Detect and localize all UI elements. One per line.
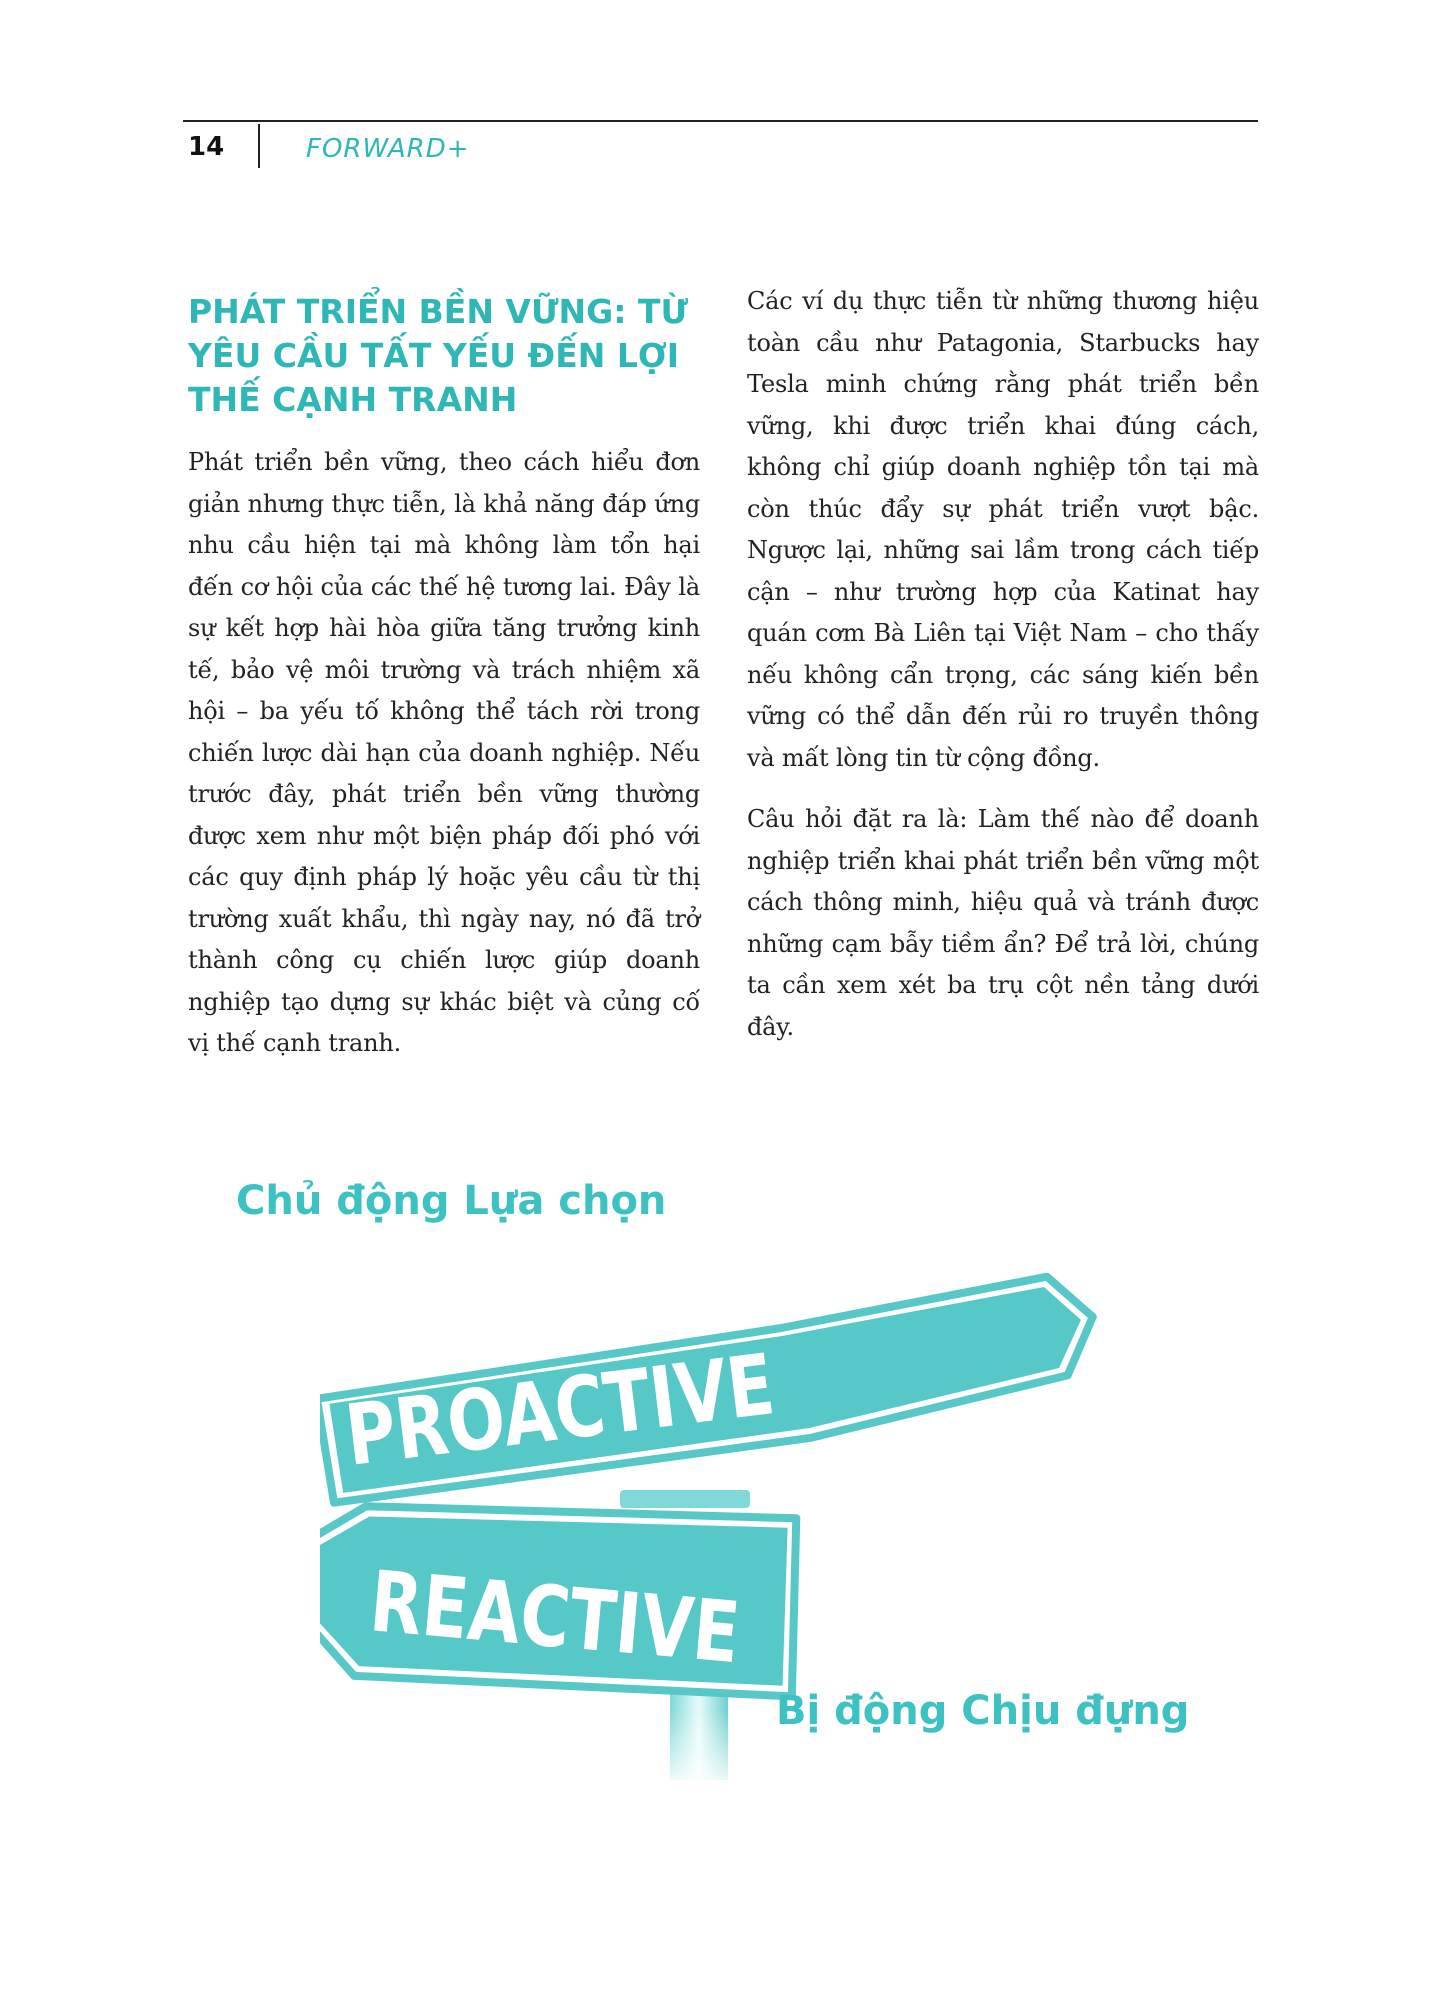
body-paragraph: Phát triển bền vững, theo cách hiểu đơn giản nhưng thực tiễn, là khả năng đáp ứng nhu cầu hiện tại mà không làm tổn hại đến cơ hội của các thế hệ tương lai. Đây là sự kết hợp hài hòa giữa tăng trưởng kinh tế, bảo vệ môi trường và trách nhiệm xã hội – ba yếu tố không thể tách rời trong chiến lược dài hạn của doanh nghiệp. Nếu trước đây, phát triển bền vững thường được xem như một biện pháp đối phó với các quy định pháp lý hoặc yêu cầu từ thị trường xuất khẩu, thì ngày nay, nó đã trở thành công cụ chiến lược giúp doanh nghiệp tạo dựng sự khác biệt và củng cố vị thế cạnh tranh. [188, 448, 700, 1057]
section-heading: PHÁT TRIỂN BỀN VỮNG: TỪ YÊU CẦU TẤT YẾU ĐẾN LỢI THẾ CẠNH TRANH [188, 292, 689, 419]
running-title: FORWARD+ [306, 134, 470, 164]
right-column [747, 281, 1259, 1068]
left-column [188, 290, 700, 1085]
proactive-sign [320, 1273, 1103, 1503]
body-paragraph: Các ví dụ thực tiễn từ những thương hiệu toàn cầu như Patagonia, Starbucks hay Tesla minh chứng rằng phát triển bền vững, khi được triển khai đúng cách, không chỉ giúp doanh nghiệp tồn tại mà còn thúc đẩy sự phát triển vượt bậc. Ngược lại, những sai lầm trong cách tiếp cận – như trường hợp của Katinat hay quán cơm Bà Liên tại Việt Nam – cho thấy nếu không cẩn trọng, các sáng kiến bền vững có thể dẫn đến rủi ro truyền thông và mất lòng tin từ cộng đồng. [747, 287, 1259, 772]
reactive-sign-text: REACTIVE [366, 1552, 833, 1690]
reactive-caption: Bị động Chịu đựng [776, 1688, 1190, 1734]
header-divider [258, 124, 260, 168]
proactive-sign-text: PROACTIVE [340, 1322, 882, 1485]
proactive-caption: Chủ động Lựa chọn [236, 1178, 667, 1224]
reactive-sign [320, 1481, 833, 1706]
page-number: 14 [188, 132, 225, 162]
sign-bracket [620, 1490, 750, 1508]
header-rule [183, 120, 1258, 122]
body-paragraph: Câu hỏi đặt ra là: Làm thế nào để doanh nghiệp triển khai phát triển bền vững một cách thông minh, hiệu quả và tránh được những cạm bẫy tiềm ẩn? Để trả lời, chúng ta cần xem xét ba trụ cột nền tảng dưới đây. [747, 805, 1259, 1041]
